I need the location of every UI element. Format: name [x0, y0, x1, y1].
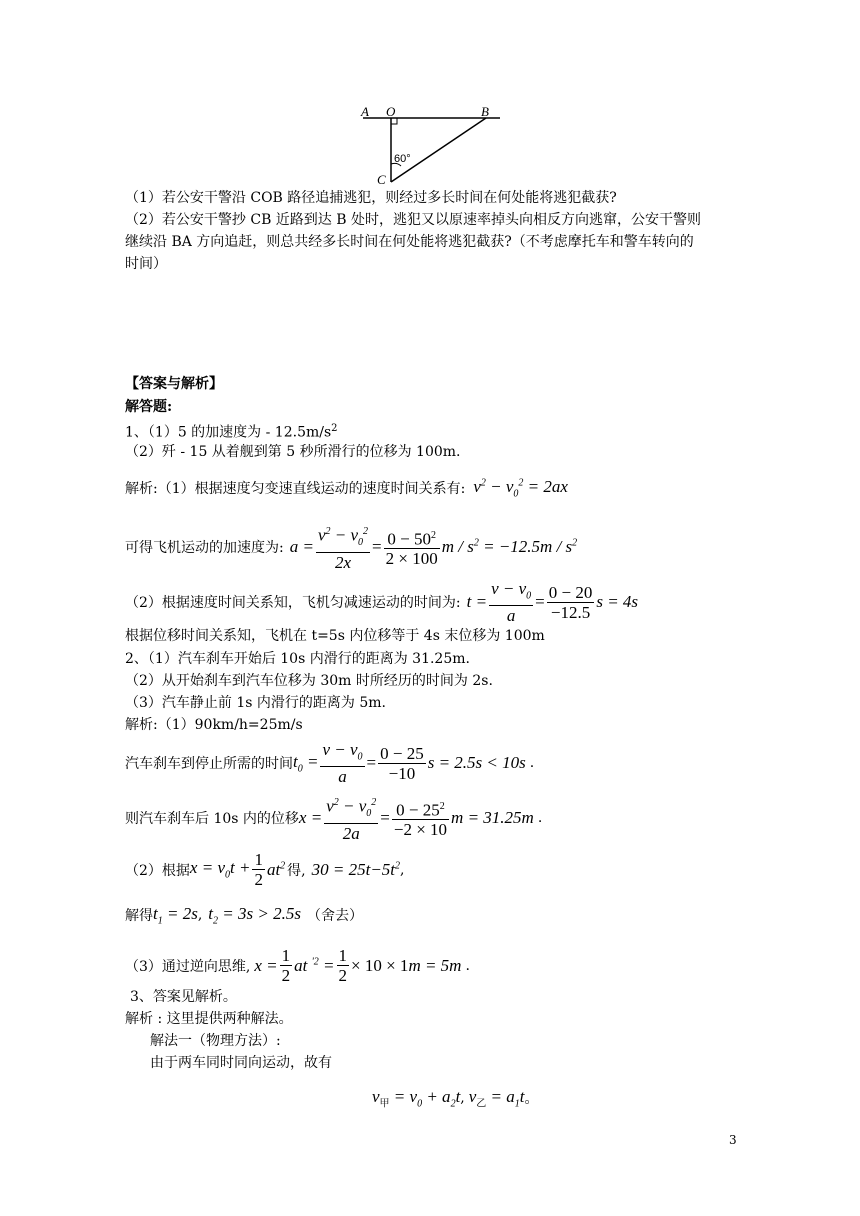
answer-1-time: （2）根据速度时间关系知，飞机匀减速运动的时间为: t = $\frac{v - v_0}{a}$ = $\frac{0 - 20}{-12.5}$ s = 4s [125, 579, 639, 626]
question-2-line-3: 时间） [125, 256, 167, 272]
answer-2-stop-time: 汽车刹车到停止所需的时间 $t_0$ = $\frac{v - v_0}{a}$ = $\frac{0 - 25}{-10}$ s = 2.5s < 10s . [125, 740, 535, 787]
answer-2-2: （2）从开始刹车到汽车位移为 30m 时所经历的时间为 2s. [125, 673, 493, 689]
question-2-line-1: （2）若公安干警抄 CB 近路到达 B 处时，逃犯又以原速率掉头向相反方向逃窜，公安干警则 [125, 212, 701, 228]
figure-label-c: C [377, 172, 386, 187]
answer-section: 解答题: [125, 399, 173, 415]
answer-1-acceleration: 可得飞机运动的加速度为: a = $\frac{v^2 - v_0^2}{2x}$ = $\frac{0 - 50^2}{2 \times 100}$ $m / s^2 = -12.5m / s^2$ [125, 522, 577, 572]
geometry-figure [355, 104, 505, 188]
answer-3-velocity-equation: $v_甲 = v_0 + a_2t$ , $v_乙 = a_1t$ 。 [372, 1087, 539, 1110]
answer-1-explanation: 解析:（1）根据速度匀变速直线运动的速度时间关系有: $v^2 - v_0^2 = 2ax$ [125, 477, 568, 500]
answer-1-displacement: 根据位移时间关系知，飞机在 t=5s 内位移等于 4s 末位移为 100m [125, 628, 545, 644]
figure-angle: 60° [394, 153, 411, 165]
answer-3-method: 解法一（物理方法）: [150, 1033, 281, 1049]
answer-heading: 【答案与解析】 [125, 376, 223, 392]
answer-2-displacement: 则汽车刹车后 10s 内的位移 x = $\frac{v^2 - v_0^2}{2a}$ = $\frac{0 - 25^2}{-2 \times 10}$ m = 31.25m . [125, 793, 542, 843]
answer-2-q3: （3）通过逆向思维, x = $\frac{1}{2}$ at $^{'2}$ = $\frac{1}{2}$ × 10 × 1 m = 5m . [125, 946, 470, 985]
answer-2-solve: 解得 $t_1 = 2s$ , $t_2 = 3s > 2.5s$ （舍去） [125, 904, 363, 927]
answer-3-explanation: 解析 : 这里提供两种解法。 [125, 1011, 293, 1027]
question-1: （1）若公安干警沿 COB 路径追捕逃犯，则经过多长时间在何处能将逃犯截获? [125, 190, 617, 206]
question-2-line-2: 继续沿 BA 方向追赶，则总共经多长时间在何处能将逃犯截获?（不考虑摩托车和警车转向的 [125, 234, 694, 250]
answer-3-same-direction: 由于两车同时同向运动，故有 [150, 1055, 332, 1071]
figure-label-b: B [481, 104, 489, 119]
answer-2-1: 2、（1）汽车刹车开始后 10s 内滑行的距离为 31.25m. [125, 651, 470, 667]
answer-3-1: 3、答案见解析。 [130, 989, 237, 1005]
answer-2-3: （3）汽车静止前 1s 内滑行的距离为 5m. [125, 695, 386, 711]
answer-1-1: 1、（1）5 的加速度为 - $12.5m/s^2$ [125, 423, 338, 441]
answer-2-q2: （2）根据 $x = v_0t$ + $\frac{1}{2}$ $at^2$ 得, $30 = 25t-5t^2$ , [125, 850, 405, 889]
figure-label-o: O [386, 104, 396, 119]
page-number: 3 [729, 1133, 737, 1147]
answer-2-explanation: 解析:（1）90km/h=25m/s [125, 717, 303, 733]
figure-label-a: A [361, 104, 369, 119]
answer-1-2: （2）歼 - 15 从着舰到第 5 秒所滑行的位移为 100m. [125, 444, 461, 460]
